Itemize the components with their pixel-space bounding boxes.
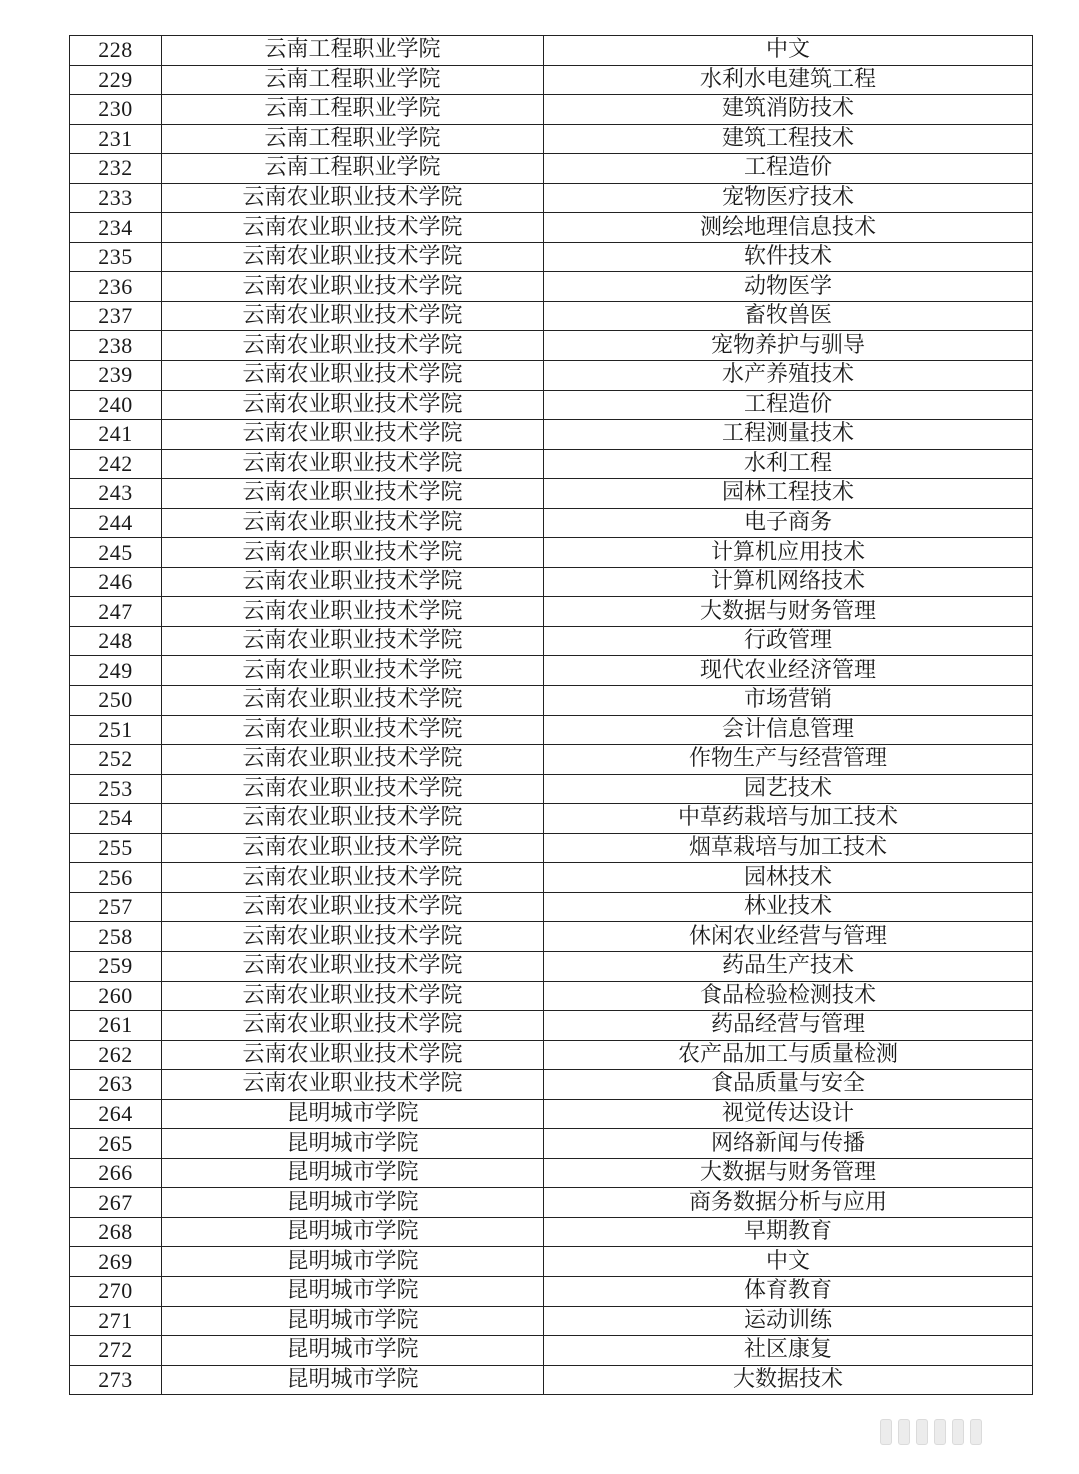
row-number-cell: 259 [70, 951, 162, 981]
row-number-cell: 273 [70, 1365, 162, 1395]
school-name-cell: 云南农业职业技术学院 [162, 301, 544, 331]
table-row [70, 1158, 1033, 1188]
major-name-cell: 行政管理 [544, 626, 1033, 656]
table-body [70, 36, 1033, 1395]
row-number-cell: 237 [70, 301, 162, 331]
table-row [70, 626, 1033, 656]
school-name-cell: 云南农业职业技术学院 [162, 449, 544, 479]
school-name-cell: 昆明城市学院 [162, 1276, 544, 1306]
school-name-cell: 云南农业职业技术学院 [162, 892, 544, 922]
major-name-cell: 商务数据分析与应用 [544, 1188, 1033, 1218]
school-name-cell: 云南农业职业技术学院 [162, 390, 544, 420]
school-name-cell: 昆明城市学院 [162, 1336, 544, 1366]
table-row [70, 331, 1033, 361]
table-row [70, 538, 1033, 568]
table-row [70, 242, 1033, 272]
major-name-cell: 测绘地理信息技术 [544, 213, 1033, 243]
major-name-cell: 计算机应用技术 [544, 538, 1033, 568]
table-row [70, 1306, 1033, 1336]
table-row [70, 1276, 1033, 1306]
table-row [70, 774, 1033, 804]
table-row [70, 922, 1033, 952]
major-name-cell: 药品经营与管理 [544, 1011, 1033, 1041]
watermark-bar-icon [952, 1419, 964, 1445]
school-name-cell: 昆明城市学院 [162, 1217, 544, 1247]
school-name-cell: 云南农业职业技术学院 [162, 597, 544, 627]
table-row [70, 567, 1033, 597]
row-number-cell: 257 [70, 892, 162, 922]
major-name-cell: 食品检验检测技术 [544, 981, 1033, 1011]
row-number-cell: 232 [70, 154, 162, 184]
major-name-cell: 计算机网络技术 [544, 567, 1033, 597]
table-row [70, 833, 1033, 863]
row-number-cell: 267 [70, 1188, 162, 1218]
table-row [70, 656, 1033, 686]
school-name-cell: 云南农业职业技术学院 [162, 804, 544, 834]
row-number-cell: 256 [70, 863, 162, 893]
major-name-cell: 工程造价 [544, 154, 1033, 184]
school-name-cell: 云南农业职业技术学院 [162, 213, 544, 243]
major-name-cell: 建筑消防技术 [544, 95, 1033, 125]
table-row [70, 981, 1033, 1011]
table-row [70, 715, 1033, 745]
row-number-cell: 246 [70, 567, 162, 597]
row-number-cell: 266 [70, 1158, 162, 1188]
major-name-cell: 现代农业经济管理 [544, 656, 1033, 686]
table-row [70, 951, 1033, 981]
row-number-cell: 235 [70, 242, 162, 272]
table-row [70, 1070, 1033, 1100]
row-number-cell: 264 [70, 1099, 162, 1129]
major-name-cell: 运动训练 [544, 1306, 1033, 1336]
row-number-cell: 240 [70, 390, 162, 420]
table-row [70, 95, 1033, 125]
major-name-cell: 大数据技术 [544, 1365, 1033, 1395]
major-name-cell: 园艺技术 [544, 774, 1033, 804]
major-name-cell: 水利水电建筑工程 [544, 65, 1033, 95]
school-name-cell: 云南工程职业学院 [162, 95, 544, 125]
table-row [70, 1365, 1033, 1395]
row-number-cell: 244 [70, 508, 162, 538]
table-row [70, 183, 1033, 213]
school-name-cell: 昆明城市学院 [162, 1365, 544, 1395]
major-name-cell: 宠物养护与驯导 [544, 331, 1033, 361]
table-row [70, 1336, 1033, 1366]
school-name-cell: 昆明城市学院 [162, 1099, 544, 1129]
major-name-cell: 园林技术 [544, 863, 1033, 893]
school-name-cell: 云南工程职业学院 [162, 124, 544, 154]
school-name-cell: 云南农业职业技术学院 [162, 951, 544, 981]
school-name-cell: 云南农业职业技术学院 [162, 183, 544, 213]
table-row [70, 390, 1033, 420]
row-number-cell: 247 [70, 597, 162, 627]
row-number-cell: 252 [70, 745, 162, 775]
table-row [70, 508, 1033, 538]
table-row [70, 686, 1033, 716]
major-name-cell: 体育教育 [544, 1276, 1033, 1306]
school-name-cell: 云南农业职业技术学院 [162, 1011, 544, 1041]
school-name-cell: 云南农业职业技术学院 [162, 479, 544, 509]
school-name-cell: 昆明城市学院 [162, 1306, 544, 1336]
school-name-cell: 云南农业职业技术学院 [162, 745, 544, 775]
row-number-cell: 255 [70, 833, 162, 863]
major-name-cell: 休闲农业经营与管理 [544, 922, 1033, 952]
watermark-bar-icon [970, 1419, 982, 1445]
school-name-cell: 云南农业职业技术学院 [162, 656, 544, 686]
school-name-cell: 云南农业职业技术学院 [162, 715, 544, 745]
major-name-cell: 药品生产技术 [544, 951, 1033, 981]
major-name-cell: 农产品加工与质量检测 [544, 1040, 1033, 1070]
watermark-bar-icon [934, 1419, 946, 1445]
row-number-cell: 234 [70, 213, 162, 243]
table-row [70, 272, 1033, 302]
watermark [880, 1415, 1060, 1449]
school-name-cell: 云南农业职业技术学院 [162, 538, 544, 568]
row-number-cell: 243 [70, 479, 162, 509]
row-number-cell: 229 [70, 65, 162, 95]
school-name-cell: 云南农业职业技术学院 [162, 922, 544, 952]
major-name-cell: 社区康复 [544, 1336, 1033, 1366]
major-list-table [69, 35, 1033, 1395]
row-number-cell: 231 [70, 124, 162, 154]
school-name-cell: 云南工程职业学院 [162, 154, 544, 184]
school-name-cell: 云南农业职业技术学院 [162, 1040, 544, 1070]
row-number-cell: 268 [70, 1217, 162, 1247]
table-row [70, 65, 1033, 95]
major-name-cell: 水利工程 [544, 449, 1033, 479]
school-name-cell: 云南农业职业技术学院 [162, 863, 544, 893]
major-name-cell: 电子商务 [544, 508, 1033, 538]
row-number-cell: 263 [70, 1070, 162, 1100]
table-row [70, 1011, 1033, 1041]
major-name-cell: 宠物医疗技术 [544, 183, 1033, 213]
row-number-cell: 271 [70, 1306, 162, 1336]
table-row [70, 124, 1033, 154]
row-number-cell: 248 [70, 626, 162, 656]
school-name-cell: 云南工程职业学院 [162, 65, 544, 95]
row-number-cell: 260 [70, 981, 162, 1011]
row-number-cell: 270 [70, 1276, 162, 1306]
school-name-cell: 云南农业职业技术学院 [162, 508, 544, 538]
table-row [70, 1129, 1033, 1159]
table-row [70, 213, 1033, 243]
table-row [70, 420, 1033, 450]
major-name-cell: 大数据与财务管理 [544, 1158, 1033, 1188]
major-name-cell: 工程造价 [544, 390, 1033, 420]
row-number-cell: 253 [70, 774, 162, 804]
major-name-cell: 作物生产与经营管理 [544, 745, 1033, 775]
table-row [70, 804, 1033, 834]
school-name-cell: 昆明城市学院 [162, 1158, 544, 1188]
table-row [70, 1188, 1033, 1218]
school-name-cell: 云南农业职业技术学院 [162, 272, 544, 302]
school-name-cell: 昆明城市学院 [162, 1188, 544, 1218]
school-name-cell: 云南农业职业技术学院 [162, 567, 544, 597]
major-name-cell: 工程测量技术 [544, 420, 1033, 450]
watermark-bar-icon [880, 1419, 892, 1445]
major-name-cell: 市场营销 [544, 686, 1033, 716]
school-name-cell: 云南农业职业技术学院 [162, 774, 544, 804]
school-name-cell: 云南农业职业技术学院 [162, 1070, 544, 1100]
major-name-cell: 建筑工程技术 [544, 124, 1033, 154]
row-number-cell: 272 [70, 1336, 162, 1366]
row-number-cell: 228 [70, 36, 162, 66]
table-row [70, 154, 1033, 184]
major-name-cell: 软件技术 [544, 242, 1033, 272]
major-name-cell: 食品质量与安全 [544, 1070, 1033, 1100]
major-name-cell: 会计信息管理 [544, 715, 1033, 745]
table-row [70, 745, 1033, 775]
row-number-cell: 241 [70, 420, 162, 450]
row-number-cell: 262 [70, 1040, 162, 1070]
row-number-cell: 249 [70, 656, 162, 686]
table-row [70, 1040, 1033, 1070]
major-name-cell: 中文 [544, 36, 1033, 66]
major-name-cell: 林业技术 [544, 892, 1033, 922]
table-row [70, 1217, 1033, 1247]
table-row [70, 479, 1033, 509]
school-name-cell: 云南工程职业学院 [162, 36, 544, 66]
row-number-cell: 254 [70, 804, 162, 834]
major-name-cell: 园林工程技术 [544, 479, 1033, 509]
school-name-cell: 云南农业职业技术学院 [162, 361, 544, 391]
major-name-cell: 网络新闻与传播 [544, 1129, 1033, 1159]
school-name-cell: 云南农业职业技术学院 [162, 420, 544, 450]
major-name-cell: 中文 [544, 1247, 1033, 1277]
row-number-cell: 261 [70, 1011, 162, 1041]
table-row [70, 863, 1033, 893]
table-row [70, 361, 1033, 391]
school-name-cell: 云南农业职业技术学院 [162, 331, 544, 361]
row-number-cell: 250 [70, 686, 162, 716]
school-name-cell: 云南农业职业技术学院 [162, 833, 544, 863]
row-number-cell: 269 [70, 1247, 162, 1277]
row-number-cell: 236 [70, 272, 162, 302]
major-name-cell: 水产养殖技术 [544, 361, 1033, 391]
school-name-cell: 云南农业职业技术学院 [162, 981, 544, 1011]
row-number-cell: 245 [70, 538, 162, 568]
major-name-cell: 烟草栽培与加工技术 [544, 833, 1033, 863]
table-row [70, 449, 1033, 479]
row-number-cell: 239 [70, 361, 162, 391]
table-row [70, 301, 1033, 331]
major-name-cell: 中草药栽培与加工技术 [544, 804, 1033, 834]
major-name-cell: 动物医学 [544, 272, 1033, 302]
row-number-cell: 242 [70, 449, 162, 479]
table-row [70, 1247, 1033, 1277]
major-name-cell: 早期教育 [544, 1217, 1033, 1247]
major-name-cell: 视觉传达设计 [544, 1099, 1033, 1129]
school-name-cell: 云南农业职业技术学院 [162, 626, 544, 656]
watermark-bar-icon [898, 1419, 910, 1445]
major-name-cell: 大数据与财务管理 [544, 597, 1033, 627]
school-name-cell: 云南农业职业技术学院 [162, 242, 544, 272]
school-name-cell: 云南农业职业技术学院 [162, 686, 544, 716]
watermark-bar-icon [916, 1419, 928, 1445]
row-number-cell: 251 [70, 715, 162, 745]
table-row [70, 36, 1033, 66]
school-name-cell: 昆明城市学院 [162, 1129, 544, 1159]
row-number-cell: 233 [70, 183, 162, 213]
row-number-cell: 265 [70, 1129, 162, 1159]
table-row [70, 892, 1033, 922]
school-name-cell: 昆明城市学院 [162, 1247, 544, 1277]
table-row [70, 1099, 1033, 1129]
row-number-cell: 230 [70, 95, 162, 125]
row-number-cell: 238 [70, 331, 162, 361]
table-row [70, 597, 1033, 627]
major-name-cell: 畜牧兽医 [544, 301, 1033, 331]
row-number-cell: 258 [70, 922, 162, 952]
